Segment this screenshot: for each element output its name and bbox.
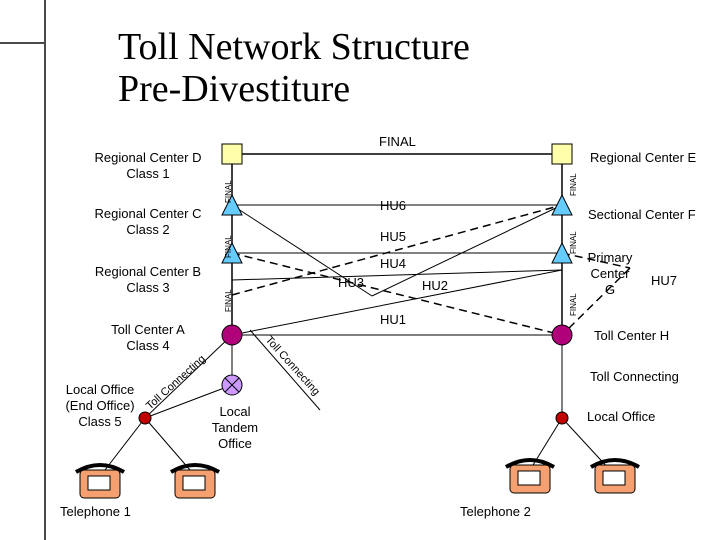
rc-c-line1: Regional Center C <box>94 206 202 221</box>
final-v-label-5: FINAL <box>569 231 578 254</box>
final-v-label-4: FINAL <box>569 173 578 196</box>
rc-b-line1: Regional Center B <box>94 264 202 279</box>
tc-a-line2: Class 4 <box>126 338 170 353</box>
primary-line1: Primary <box>587 250 633 265</box>
tandem-line1: Local <box>219 404 251 419</box>
local-tandem-label <box>200 404 270 452</box>
lo-line2: (End Office) <box>65 398 135 413</box>
regional-center-d-label <box>88 150 208 182</box>
toll-center-a-node <box>222 325 242 345</box>
telephone-1-label: Telephone 1 <box>60 504 131 519</box>
regional-center-e-label: Regional Center E <box>590 150 697 165</box>
primary-line2: Center <box>590 266 630 281</box>
primary-center-g-label <box>585 250 635 298</box>
telephone-2-label: Telephone 2 <box>460 504 531 519</box>
toll-center-h-node <box>552 325 572 345</box>
toll-connecting-right-label: Toll Connecting <box>590 369 679 384</box>
dashed-hu-link-2 <box>232 205 562 295</box>
toll-connecting-diag-label: Toll Connecting <box>262 333 323 398</box>
regional-center-e-node <box>552 144 572 164</box>
local-office-right-node <box>556 412 568 424</box>
title-line-1: Toll Network Structure <box>118 26 470 68</box>
hu3-label: HU3 <box>338 275 365 290</box>
rc-c-line2: Class 2 <box>126 222 170 237</box>
local-office-right-label: Local Office <box>587 409 656 424</box>
telephone-1-icon <box>76 465 124 498</box>
primary-line3: G <box>604 282 616 297</box>
title-line-2: Pre-Divestiture <box>118 68 351 110</box>
telephone-2-icon <box>506 460 554 493</box>
toll-connecting-left-label: Toll Connecting <box>143 352 208 413</box>
sectional-center-f-label: Sectional Center F <box>588 207 696 222</box>
final-v-label-2: FINAL <box>224 235 233 258</box>
lo-line3: Class 5 <box>78 414 122 429</box>
hu6-label: HU6 <box>380 198 407 213</box>
regional-center-b-label <box>88 264 208 296</box>
final-v-label-1: FINAL <box>224 180 233 203</box>
regional-center-d-node <box>222 144 242 164</box>
final-top-label: FINAL <box>379 134 416 149</box>
final-v-label-6: FINAL <box>569 293 578 316</box>
local-to-tel1b <box>145 418 190 470</box>
lo-line1: Local Office <box>65 382 135 397</box>
tandem-line2: Tandem <box>211 420 259 435</box>
toll-connecting-diag-line <box>250 330 323 410</box>
tc-a-line1: Toll Center A <box>111 322 185 337</box>
telephone-1b-icon <box>171 465 219 498</box>
hu1-label: HU1 <box>380 312 407 327</box>
rc-b-line2: Class 3 <box>126 280 170 295</box>
telephone-2b-icon <box>591 460 639 493</box>
hu4-label: HU4 <box>380 256 407 271</box>
regional-center-c-label <box>88 206 208 238</box>
rc-d-line2: Class 1 <box>126 166 170 181</box>
hu2-link-a <box>372 205 562 296</box>
final-v-label-3: FINAL <box>224 289 233 312</box>
hu5-label: HU5 <box>380 229 407 244</box>
tandem-line3: Office <box>218 436 252 451</box>
hu7-label: HU7 <box>651 273 678 288</box>
local-office-left-label <box>52 382 148 430</box>
hu2-label: HU2 <box>422 278 449 293</box>
toll-center-h-label: Toll Center H <box>594 328 670 343</box>
toll-center-a-label <box>88 322 208 354</box>
rc-d-line1: Regional Center D <box>94 150 202 165</box>
